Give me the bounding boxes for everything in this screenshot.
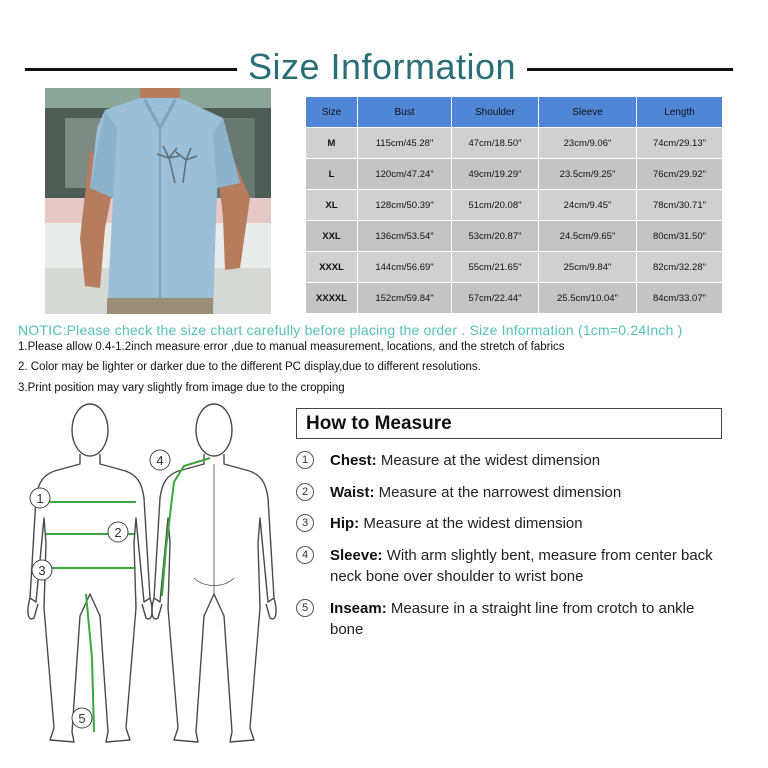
- size-cell: M: [306, 128, 358, 159]
- sleeve-cell: 24cm/9.45": [539, 190, 637, 221]
- how-to-measure-title: How to Measure: [306, 413, 452, 434]
- bust-cell: 120cm/47.24": [358, 159, 452, 190]
- bust-cell: 152cm/59.84": [358, 283, 452, 314]
- shoulder-cell: 47cm/18.50": [452, 128, 539, 159]
- column-header-size: Size: [306, 97, 358, 128]
- length-cell: 76cm/29.92": [637, 159, 723, 190]
- size-notice: NOTIC:Please check the size chart carefully before placing the order . Size Information (1cm=0.24Inch ): [18, 322, 683, 338]
- size-cell: XL: [306, 190, 358, 221]
- shoulder-cell: 49cm/19.29": [452, 159, 539, 190]
- column-header-bust: Bust: [358, 97, 452, 128]
- svg-text:2: 2: [114, 525, 122, 540]
- note-print-position: 3.Print position may vary slightly from image due to the cropping: [18, 382, 345, 394]
- length-cell: 82cm/32.28": [637, 252, 723, 283]
- title-divider-left: [25, 68, 237, 71]
- header: [25, 44, 733, 90]
- sleeve-cell: 23cm/9.06": [539, 128, 637, 159]
- table-row: [306, 221, 723, 252]
- bust-cell: 115cm/45.28": [358, 128, 452, 159]
- measure-label: Inseam:: [330, 600, 387, 617]
- bust-cell: 128cm/50.39": [358, 190, 452, 221]
- sleeve-cell: 24.5cm/9.65": [539, 221, 637, 252]
- circled-number-3: 3: [296, 514, 314, 532]
- how-to-measure-header: [296, 408, 722, 439]
- shoulder-cell: 53cm/20.87": [452, 221, 539, 252]
- note-color: 2. Color may be lighter or darker due to the different PC display,due to different resolutions.: [18, 361, 481, 373]
- bust-cell: 144cm/56.69": [358, 252, 452, 283]
- column-header-sleeve: Sleeve: [539, 97, 637, 128]
- product-photo: [45, 88, 271, 314]
- table-row: [306, 283, 723, 314]
- measure-description: Measure at the widest dimension: [359, 515, 583, 532]
- marker-1: [30, 488, 50, 508]
- size-chart-table: [305, 96, 723, 314]
- length-cell: 80cm/31.50": [637, 221, 723, 252]
- svg-text:5: 5: [78, 711, 86, 726]
- sleeve-cell: 25.5cm/10.04": [539, 283, 637, 314]
- circled-number-2: 2: [296, 483, 314, 501]
- column-header-length: Length: [637, 97, 723, 128]
- measure-label: Chest:: [330, 452, 377, 469]
- back-body-figure: [152, 404, 276, 742]
- table-row: [306, 190, 723, 221]
- title-divider-right: [527, 68, 733, 71]
- svg-text:4: 4: [156, 453, 164, 468]
- svg-text:1: 1: [36, 491, 44, 506]
- size-cell: L: [306, 159, 358, 190]
- shoulder-cell: 55cm/21.65": [452, 252, 539, 283]
- page-title: Size Information: [247, 46, 517, 87]
- circled-number-4: 4: [296, 546, 314, 564]
- measure-label: Waist:: [330, 484, 375, 501]
- length-cell: 84cm/33.07": [637, 283, 723, 314]
- sleeve-cell: 25cm/9.84": [539, 252, 637, 283]
- shoulder-cell: 51cm/20.08": [452, 190, 539, 221]
- sleeve-cell: 23.5cm/9.25": [539, 159, 637, 190]
- size-cell: XXXXL: [306, 283, 358, 314]
- table-row: [306, 159, 723, 190]
- measure-description: Measure at the narrowest dimension: [374, 484, 622, 501]
- note-measure-error: 1.Please allow 0.4-1.2inch measure error ,due to manual measurement, locations, and the stretch of fabrics: [18, 341, 565, 353]
- measure-description: Measure at the widest dimension: [376, 452, 601, 469]
- size-cell: XXL: [306, 221, 358, 252]
- table-row: [306, 128, 723, 159]
- measure-description: Measure in a straight line from crotch to ankle bone: [330, 600, 695, 638]
- measurement-figures: [14, 398, 286, 758]
- length-cell: 74cm/29.13": [637, 128, 723, 159]
- shoulder-cell: 57cm/22.44": [452, 283, 539, 314]
- table-header-row: [306, 97, 723, 128]
- measure-description: With arm slightly bent, measure from center back neck bone over shoulder to wrist bone: [330, 547, 713, 585]
- measure-label: Sleeve:: [330, 547, 383, 564]
- marker-4: [150, 450, 170, 470]
- svg-text:3: 3: [38, 563, 46, 578]
- size-cell: XXXL: [306, 252, 358, 283]
- circled-number-5: 5: [296, 599, 314, 617]
- table-row: [306, 252, 723, 283]
- length-cell: 78cm/30.71": [637, 190, 723, 221]
- marker-5: [72, 708, 92, 728]
- marker-3: [32, 560, 52, 580]
- column-header-shoulder: Shoulder: [452, 97, 539, 128]
- measure-label: Hip:: [330, 515, 360, 532]
- bust-cell: 136cm/53.54": [358, 221, 452, 252]
- marker-2: [108, 522, 128, 542]
- circled-number-1: 1: [296, 451, 314, 469]
